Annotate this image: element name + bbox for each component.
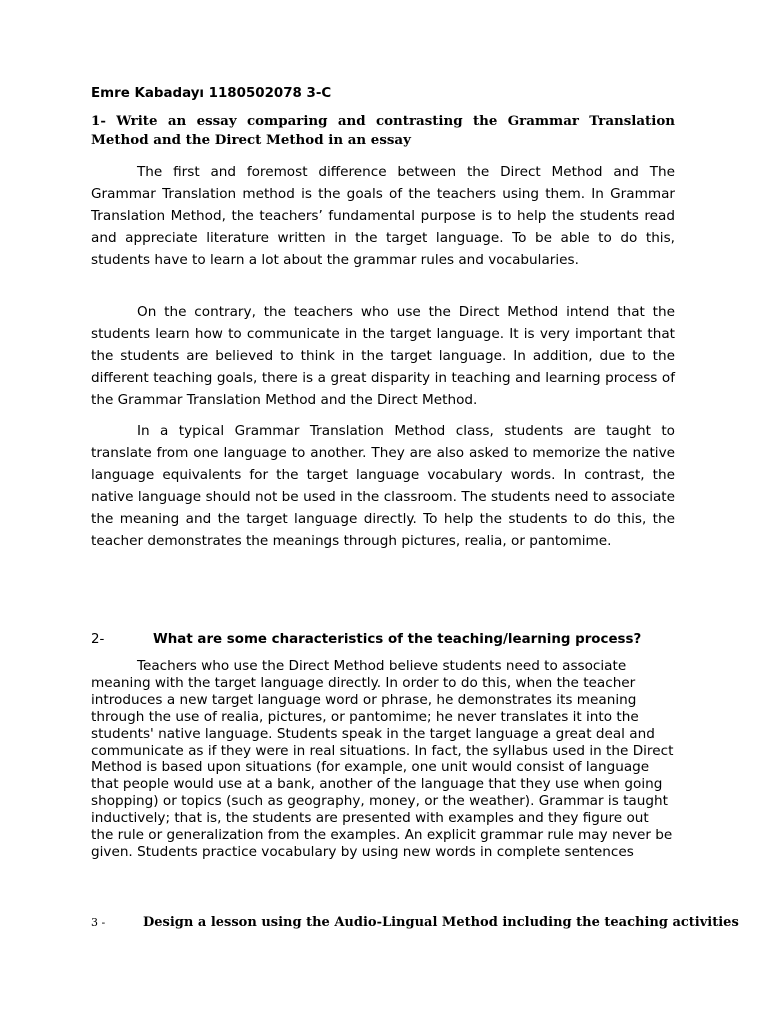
paragraph-2: On the contrary, the teachers who use the Direct Method intend that the students learn how to communicate in the target language. It is very important that the students are believed to think in the target language. In addition, due to the different teaching goals, there is a great disparity in teaching and learning process of the Grammar Translation Method and the Direct Method. — [91, 304, 675, 408]
question-1-heading: 1- Write an essay comparing and contrasting the Grammar Translation Method and the Direct Method in an essay — [91, 113, 675, 148]
question-2-heading — [91, 630, 675, 650]
question-3-number: 3 - — [91, 916, 106, 929]
answer-2-paragraph: Teachers who use the Direct Method believe students need to associate meaning with the target language directly. In order to do this, when the teacher introduces a new target language word or phrase, he demonstrates its meaning through the use of realia, pictures, or pantomime; he never translates it into the students' native language. Students speak in the target language a great deal and communicate as if they were in real situations. In fact, the syllabus used in the Direct Method is based upon situations (for example, one unit would consist of language that people would use at a bank, another of the language that they use when going shopping) or topics (such as geography, money, or the weather). Grammar is taught inductively; that is, the students are presented with examples and they figure out the rule or generalization from the examples. An explicit grammar rule may never be given. Students practice vocabulary by using new words in complete sentences — [91, 658, 674, 860]
paragraph-3: In a typical Grammar Translation Method class, students are taught to translate from one language to another. They are also asked to memorize the native language equivalents for the target language vocabulary words. In contrast, the native language should not be used in the classroom. The students need to associate the meaning and the target language directly. To help the students to do this, the teacher demonstrates the meanings through pictures, realia, or pantomime. — [91, 423, 675, 549]
author-line: Emre Kabadayı 1180502078 3-C — [91, 86, 332, 101]
question-3-text: Design a lesson using the Audio-Lingual Method including the teaching activities — [143, 915, 739, 930]
question-3-heading — [91, 913, 739, 933]
question-2-text: What are some characteristics of the teaching/learning process? — [153, 632, 642, 647]
question-2-number: 2- — [91, 632, 105, 647]
paragraph-1: The first and foremost difference between the Direct Method and The Grammar Translation method is the goals of the teachers using them. In Grammar Translation Method, the teachers’ fundamental purpose is to help the students read and appreciate literature written in the target language. To be able to do this, students have to learn a lot about the grammar rules and vocabularies. — [91, 164, 675, 268]
